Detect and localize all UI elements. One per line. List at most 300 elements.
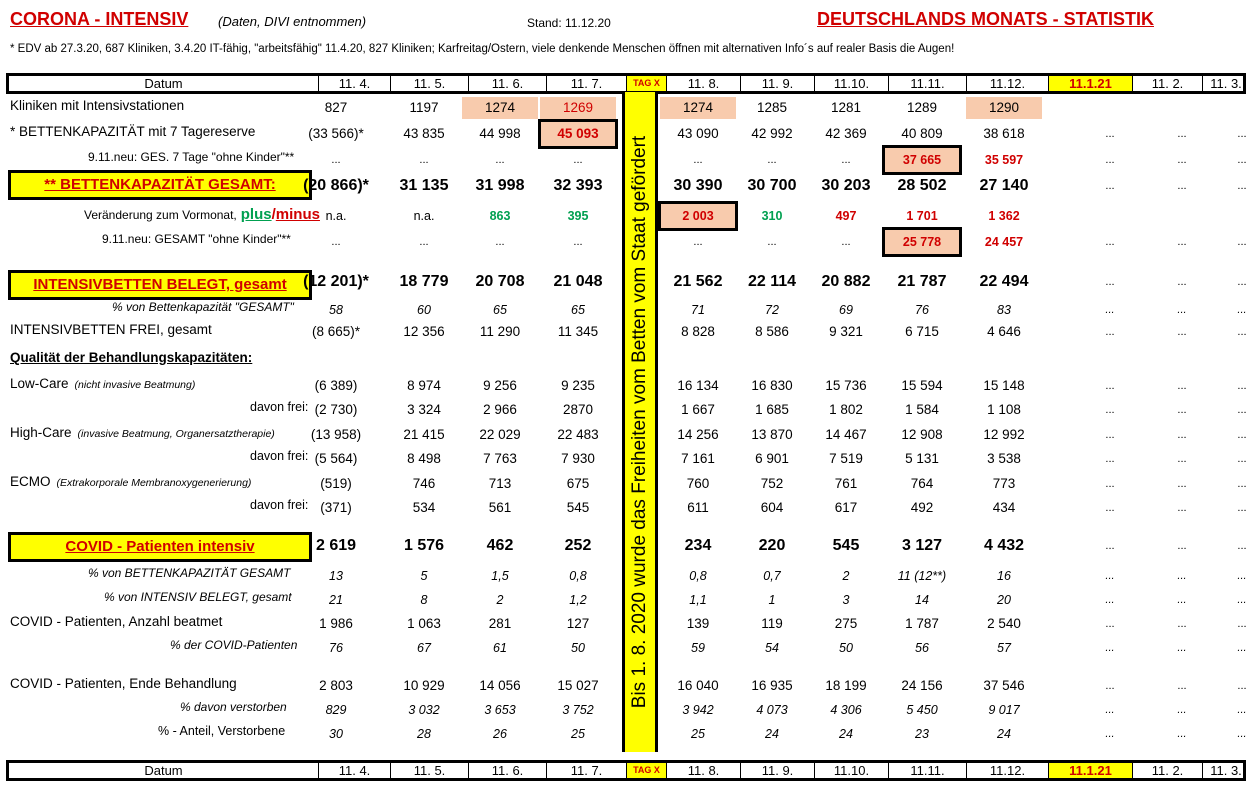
date-col: 11.1.21 xyxy=(1049,76,1133,91)
table-cell: 21 415 xyxy=(403,427,445,442)
table-cell: 281 xyxy=(488,616,512,631)
row-label: COVID - Patienten, Anzahl beatmet xyxy=(10,614,223,629)
table-cell: 752 xyxy=(760,476,784,491)
table-cell: (6 389) xyxy=(314,378,358,393)
table-row xyxy=(0,374,1255,398)
table-cell: 23 xyxy=(915,727,929,741)
table-cell: ... xyxy=(1237,276,1247,288)
row-label: davon frei: xyxy=(250,400,309,414)
table-cell: 8 586 xyxy=(755,324,789,339)
table-cell: ... xyxy=(1237,236,1247,248)
table-cell: 76 xyxy=(329,641,343,655)
table-cell: 50 xyxy=(839,641,853,655)
table-cell: 0,8 xyxy=(689,569,707,583)
row-label: % von BETTENKAPAZITÄT GESAMT xyxy=(88,566,291,580)
table-cell: 1 685 xyxy=(755,402,789,417)
row-label: 9.11.neu: GES. 7 Tage "ohne Kinder"** xyxy=(88,150,295,164)
date-col: 11. 3. xyxy=(1210,763,1242,778)
table-cell: ... xyxy=(1177,502,1187,514)
table-cell: ... xyxy=(419,154,429,166)
table-cell: (371) xyxy=(320,500,352,515)
table-cell: 20 708 xyxy=(475,273,525,290)
table-row xyxy=(0,588,1255,612)
table-cell: 31 998 xyxy=(475,177,525,194)
table-cell: ... xyxy=(1105,478,1115,490)
table-cell: ... xyxy=(1177,180,1187,192)
table-cell: 44 998 xyxy=(479,126,521,141)
table-cell: 21 048 xyxy=(553,273,603,290)
date-col: 11. 7. xyxy=(547,763,627,778)
table-cell: 1 986 xyxy=(319,616,353,631)
table-cell: ... xyxy=(1177,236,1187,248)
row-label: davon frei: xyxy=(250,498,309,512)
table-cell: 25 xyxy=(571,727,585,741)
table-cell: 40 809 xyxy=(901,126,943,141)
table-cell: 395 xyxy=(567,209,589,223)
table-cell: ... xyxy=(1105,180,1115,192)
table-cell: 42 369 xyxy=(825,126,867,141)
table-cell: 3 538 xyxy=(987,451,1021,466)
row-label: % der COVID-Patienten xyxy=(170,638,298,652)
table-cell: 30 390 xyxy=(673,177,723,194)
table-cell: ... xyxy=(1237,540,1247,552)
table-cell: (519) xyxy=(320,476,352,491)
table-cell: 7 930 xyxy=(561,451,595,466)
date-col: 11. 4. xyxy=(319,76,391,91)
row-label: Veränderung zum Vormonat, plus/minus xyxy=(84,206,320,223)
table-cell: 28 xyxy=(417,727,431,741)
table-cell: 4 432 xyxy=(983,537,1025,554)
table-cell: ... xyxy=(1237,704,1247,716)
table-cell: ... xyxy=(841,236,851,248)
table-cell: 773 xyxy=(992,476,1016,491)
date-col: TAG X xyxy=(627,763,667,778)
table-cell: ... xyxy=(1177,570,1187,582)
table-cell: 764 xyxy=(910,476,934,491)
table-cell: 30 700 xyxy=(747,177,797,194)
table-cell: 57 xyxy=(997,641,1011,655)
table-cell: 761 xyxy=(834,476,858,491)
table-cell: 604 xyxy=(760,500,784,515)
table-cell: 0,8 xyxy=(569,569,587,583)
table-cell: ... xyxy=(1177,453,1187,465)
table-cell: ... xyxy=(1177,704,1187,716)
table-cell: 43 090 xyxy=(677,126,719,141)
table-cell: 829 xyxy=(325,703,347,717)
table-cell: 31 135 xyxy=(399,177,449,194)
table-cell: 746 xyxy=(412,476,436,491)
table-cell: 21 787 xyxy=(897,273,947,290)
table-cell: 12 356 xyxy=(403,324,445,339)
table-cell: 16 134 xyxy=(677,378,719,393)
table-cell: 760 xyxy=(686,476,710,491)
table-cell: ... xyxy=(1237,304,1247,316)
date-col: 11. 2. xyxy=(1133,763,1203,778)
table-row xyxy=(0,722,1255,746)
table-cell: 462 xyxy=(486,537,514,554)
table-cell: 25 778 xyxy=(882,227,962,257)
table-cell: 827 xyxy=(324,100,348,115)
table-cell: 8 828 xyxy=(681,324,715,339)
table-cell: 54 xyxy=(765,641,779,655)
table-cell: 24 457 xyxy=(984,235,1024,249)
table-cell: 60 xyxy=(417,303,431,317)
table-cell: 2 803 xyxy=(319,678,353,693)
table-cell: ... xyxy=(1237,429,1247,441)
table-cell: ... xyxy=(1177,680,1187,692)
table-cell: n.a. xyxy=(325,209,347,223)
table-cell: 58 xyxy=(329,303,343,317)
table-cell: 1 667 xyxy=(681,402,715,417)
table-cell: (2 730) xyxy=(314,402,358,417)
table-cell: ... xyxy=(1177,154,1187,166)
table-cell: ... xyxy=(1177,429,1187,441)
date-label: Datum xyxy=(9,76,319,91)
table-cell: 14 467 xyxy=(825,427,867,442)
table-cell: 6 715 xyxy=(905,324,939,339)
date-bar-top xyxy=(6,73,1246,94)
table-cell: 863 xyxy=(489,209,511,223)
table-cell: 8 xyxy=(420,593,428,607)
date-col: 11.10. xyxy=(815,76,889,91)
table-cell: 15 594 xyxy=(901,378,943,393)
table-cell: ... xyxy=(1105,642,1115,654)
table-cell: 3 752 xyxy=(562,703,594,717)
table-row xyxy=(0,174,1255,198)
table-cell: ... xyxy=(1237,502,1247,514)
table-cell: ... xyxy=(1177,380,1187,392)
date-col: 11. 6. xyxy=(469,76,547,91)
table-cell: ... xyxy=(1105,326,1115,338)
table-cell: 24 xyxy=(997,727,1011,741)
table-cell: 1197 xyxy=(409,100,439,115)
table-cell: 37 546 xyxy=(983,678,1025,693)
highlight-label: INTENSIVBETTEN BELEGT, gesamt xyxy=(8,270,312,300)
table-cell: ... xyxy=(1177,594,1187,606)
table-cell: 20 xyxy=(997,593,1011,607)
table-cell: 119 xyxy=(761,616,783,631)
table-cell: 2 966 xyxy=(483,402,517,417)
table-cell: 11 (12**) xyxy=(897,569,947,583)
table-cell: 275 xyxy=(834,616,858,631)
table-cell: 1290 xyxy=(966,97,1042,119)
table-cell: ... xyxy=(1237,618,1247,630)
date-col: 11.12. xyxy=(967,76,1049,91)
table-cell: ... xyxy=(693,236,703,248)
table-row xyxy=(0,298,1255,322)
table-cell: 9 256 xyxy=(483,378,517,393)
table-cell: ... xyxy=(1177,276,1187,288)
row-label: Low-Care (nicht invasive Beatmung) xyxy=(10,376,196,391)
row-label: 9.11.neu: GESAMT "ohne Kinder"** xyxy=(102,232,291,246)
table-cell: 9 321 xyxy=(829,324,863,339)
table-cell: ... xyxy=(1177,128,1187,140)
row-label: * BETTENKAPAZITÄT mit 7 Tagereserve xyxy=(10,124,256,139)
table-cell: ... xyxy=(1105,304,1115,316)
page-title: CORONA - INTENSIV xyxy=(10,9,189,29)
table-cell: ... xyxy=(1105,618,1115,630)
table-cell: 21 xyxy=(329,593,343,607)
table-cell: ... xyxy=(1237,478,1247,490)
date-col: 11. 2. xyxy=(1133,76,1203,91)
date-col: 11.11. xyxy=(889,76,967,91)
table-cell: 6 901 xyxy=(755,451,789,466)
table-cell: ... xyxy=(1237,642,1247,654)
table-cell: 71 xyxy=(691,303,705,317)
table-cell: 30 203 xyxy=(821,177,871,194)
table-row xyxy=(0,447,1255,471)
row-label: High-Care (invasive Beatmung, Organersatztherapie) xyxy=(10,425,275,440)
table-cell: ... xyxy=(331,236,341,248)
date-col: 11. 8. xyxy=(667,763,741,778)
table-cell: 14 xyxy=(915,593,929,607)
table-cell: ... xyxy=(1237,594,1247,606)
table-cell: ... xyxy=(495,236,505,248)
table-cell: 310 xyxy=(761,209,783,223)
table-cell: 7 763 xyxy=(483,451,517,466)
table-cell: 83 xyxy=(997,303,1011,317)
table-cell: 9 017 xyxy=(988,703,1020,717)
table-cell: 14 256 xyxy=(677,427,719,442)
table-cell: ... xyxy=(1177,326,1187,338)
stand-date: Stand: 11.12.20 xyxy=(527,16,611,30)
row-label: % - Anteil, Verstorbene xyxy=(158,724,286,738)
table-cell: 561 xyxy=(488,500,512,515)
table-cell: 72 xyxy=(765,303,779,317)
table-cell: 1289 xyxy=(906,100,938,115)
table-cell: ... xyxy=(573,236,583,248)
table-cell: 545 xyxy=(832,537,860,554)
table-cell: 22 483 xyxy=(557,427,599,442)
table-cell: 139 xyxy=(686,616,710,631)
table-cell: 22 494 xyxy=(979,273,1029,290)
table-row xyxy=(0,148,1255,172)
table-cell: ... xyxy=(1237,380,1247,392)
row-label-note: (nicht invasive Beatmung) xyxy=(74,379,196,391)
table-cell: 13 xyxy=(329,569,343,583)
table-cell: 4 646 xyxy=(987,324,1021,339)
table-row xyxy=(0,230,1255,254)
table-cell: ... xyxy=(767,154,777,166)
table-cell: 11 290 xyxy=(479,324,521,339)
table-cell: 59 xyxy=(691,641,705,655)
band-text: Bis 1. 8. 2020 wurde das Freiheiten vom Betten vom Staat gefördert xyxy=(629,135,650,709)
date-col: 11. 9. xyxy=(741,763,815,778)
table-cell: 16 935 xyxy=(751,678,793,693)
date-col: 11.11. xyxy=(889,763,967,778)
table-cell: (20 866)* xyxy=(303,177,369,194)
row-label: % von Bettenkapazität "GESAMT" xyxy=(112,300,294,314)
table-cell: ... xyxy=(1105,594,1115,606)
row-label: COVID - Patienten, Ende Behandlung xyxy=(10,676,237,691)
highlight-label: ** BETTENKAPAZITÄT GESAMT: xyxy=(8,170,312,200)
table-cell: 35 597 xyxy=(984,153,1024,167)
table-cell: 1,5 xyxy=(491,569,509,583)
table-cell: ... xyxy=(1177,618,1187,630)
table-row xyxy=(0,496,1255,520)
row-label-note: (invasive Beatmung, Organersatztherapie) xyxy=(77,428,275,440)
table-cell: (33 566)* xyxy=(308,126,364,141)
right-title: DEUTSCHLANDS MONATS - STATISTIK xyxy=(817,9,1154,29)
table-cell: ... xyxy=(1105,704,1115,716)
table-cell: ... xyxy=(693,154,703,166)
table-cell: 220 xyxy=(758,537,786,554)
table-cell: 14 056 xyxy=(479,678,521,693)
table-row xyxy=(0,348,1255,372)
table-row xyxy=(0,472,1255,496)
table-cell: 16 040 xyxy=(677,678,719,693)
table-cell: 15 148 xyxy=(983,378,1025,393)
table-cell: 76 xyxy=(915,303,929,317)
table-cell: 42 992 xyxy=(751,126,793,141)
table-row xyxy=(0,270,1255,294)
table-cell: 675 xyxy=(566,476,590,491)
table-cell: 27 140 xyxy=(979,177,1029,194)
table-cell: ... xyxy=(1105,570,1115,582)
table-cell: 7 161 xyxy=(681,451,715,466)
table-cell: 1 802 xyxy=(829,402,863,417)
table-cell: 65 xyxy=(571,303,585,317)
table-cell: 0,7 xyxy=(763,569,781,583)
table-row xyxy=(0,534,1255,558)
row-label: davon frei: xyxy=(250,449,309,463)
table-cell: 4 073 xyxy=(756,703,788,717)
table-cell: ... xyxy=(1105,128,1115,140)
date-col: 11.10. xyxy=(815,763,889,778)
table-cell: 20 882 xyxy=(821,273,871,290)
table-cell: 18 199 xyxy=(825,678,867,693)
table-cell: 2 540 xyxy=(987,616,1021,631)
table-cell: 28 502 xyxy=(897,177,947,194)
date-col: 11.12. xyxy=(967,763,1049,778)
table-cell: 5 xyxy=(420,569,428,583)
table-cell: 37 665 xyxy=(882,145,962,175)
date-col: 11. 5. xyxy=(391,763,469,778)
table-cell: 611 xyxy=(687,500,709,515)
table-cell: ... xyxy=(1237,680,1247,692)
footnote: * EDV ab 27.3.20, 687 Kliniken, 3.4.20 IT-fähig, "arbeitsfähig" 11.4.20, 827 Kliniken; Karfreitag/Ostern, viele denkende Menschen öffnen mit alternativen Info´s auf realer Basis die Augen! xyxy=(10,43,955,55)
date-col: 11. 4. xyxy=(319,763,391,778)
table-row xyxy=(0,423,1255,447)
table-cell: (12 201)* xyxy=(303,273,369,290)
table-cell: 69 xyxy=(839,303,853,317)
table-row xyxy=(0,674,1255,698)
table-cell: ... xyxy=(1105,453,1115,465)
table-cell: 43 835 xyxy=(403,126,445,141)
table-cell: 7 519 xyxy=(829,451,863,466)
table-cell: 2 xyxy=(842,569,850,583)
table-row xyxy=(0,204,1255,228)
table-cell: 1 576 xyxy=(403,537,445,554)
table-cell: 56 xyxy=(915,641,929,655)
table-cell: ... xyxy=(1237,154,1247,166)
table-cell: ... xyxy=(573,154,583,166)
page-subtitle: (Daten, DIVI entnommen) xyxy=(218,14,367,29)
table-cell: 1 063 xyxy=(407,616,441,631)
table-cell: 22 029 xyxy=(479,427,521,442)
table-cell: 50 xyxy=(571,641,585,655)
table-cell: 21 562 xyxy=(673,273,723,290)
table-cell: 3 942 xyxy=(682,703,714,717)
table-cell: ... xyxy=(1177,540,1187,552)
table-cell: 1269 xyxy=(540,97,616,119)
row-label: ECMO (Extrakorporale Membranoxygenerierung) xyxy=(10,474,252,489)
table-cell: 2870 xyxy=(562,402,594,417)
table-cell: ... xyxy=(1105,276,1115,288)
table-cell: 3 324 xyxy=(407,402,441,417)
table-cell: (5 564) xyxy=(314,451,358,466)
table-cell: 2 xyxy=(496,593,504,607)
table-cell: ... xyxy=(1177,304,1187,316)
row-label: INTENSIVBETTEN FREI, gesamt xyxy=(10,322,212,337)
table-cell: 24 156 xyxy=(901,678,943,693)
date-col: 11. 9. xyxy=(741,76,815,91)
date-label: Datum xyxy=(9,763,319,778)
table-cell: 5 450 xyxy=(906,703,938,717)
table-cell: 61 xyxy=(493,641,507,655)
table-cell: ... xyxy=(1105,680,1115,692)
table-cell: ... xyxy=(1237,728,1247,740)
table-cell: 24 xyxy=(839,727,853,741)
table-cell: 1285 xyxy=(756,100,788,115)
table-cell: 11 345 xyxy=(557,324,599,339)
table-cell: 1274 xyxy=(660,97,736,119)
table-cell: 713 xyxy=(488,476,512,491)
table-cell: 492 xyxy=(910,500,934,515)
table-cell: 252 xyxy=(564,537,592,554)
table-cell: ... xyxy=(1237,326,1247,338)
table-row xyxy=(0,612,1255,636)
table-cell: 8 974 xyxy=(407,378,441,393)
table-cell: 1 701 xyxy=(906,209,938,223)
table-cell: ... xyxy=(1177,728,1187,740)
table-row xyxy=(0,320,1255,344)
row-label-note: (Extrakorporale Membranoxygenerierung) xyxy=(56,477,252,489)
table-cell: ... xyxy=(1105,540,1115,552)
table-cell: 22 114 xyxy=(747,273,797,290)
table-row xyxy=(0,398,1255,422)
table-row xyxy=(0,698,1255,722)
table-cell: ... xyxy=(1237,180,1247,192)
table-cell: ... xyxy=(1177,478,1187,490)
table-cell: ... xyxy=(1237,570,1247,582)
table-cell: 16 830 xyxy=(751,378,793,393)
table-cell: 32 393 xyxy=(553,177,603,194)
table-cell: 18 779 xyxy=(399,273,449,290)
table-cell: ... xyxy=(1105,380,1115,392)
table-cell: 12 908 xyxy=(901,427,943,442)
table-cell: 15 736 xyxy=(825,378,867,393)
row-label: Kliniken mit Intensivstationen xyxy=(10,98,185,113)
table-cell: 497 xyxy=(835,209,857,223)
table-cell: 5 131 xyxy=(905,451,939,466)
table-cell: 65 xyxy=(493,303,507,317)
table-cell: 617 xyxy=(834,500,858,515)
table-cell: 38 618 xyxy=(983,126,1025,141)
table-cell: (13 958) xyxy=(310,427,362,442)
table-cell: 1 787 xyxy=(905,616,939,631)
table-cell: 1 108 xyxy=(987,402,1021,417)
table-cell: 16 xyxy=(997,569,1011,583)
table-cell: ... xyxy=(1237,128,1247,140)
table-cell: 2 619 xyxy=(315,537,357,554)
table-cell: 1 584 xyxy=(905,402,939,417)
table-cell: 30 xyxy=(329,727,343,741)
table-row xyxy=(0,122,1255,146)
table-cell: (8 665)* xyxy=(311,324,361,339)
table-cell: 1 362 xyxy=(988,209,1020,223)
date-col: 11. 7. xyxy=(547,76,627,91)
